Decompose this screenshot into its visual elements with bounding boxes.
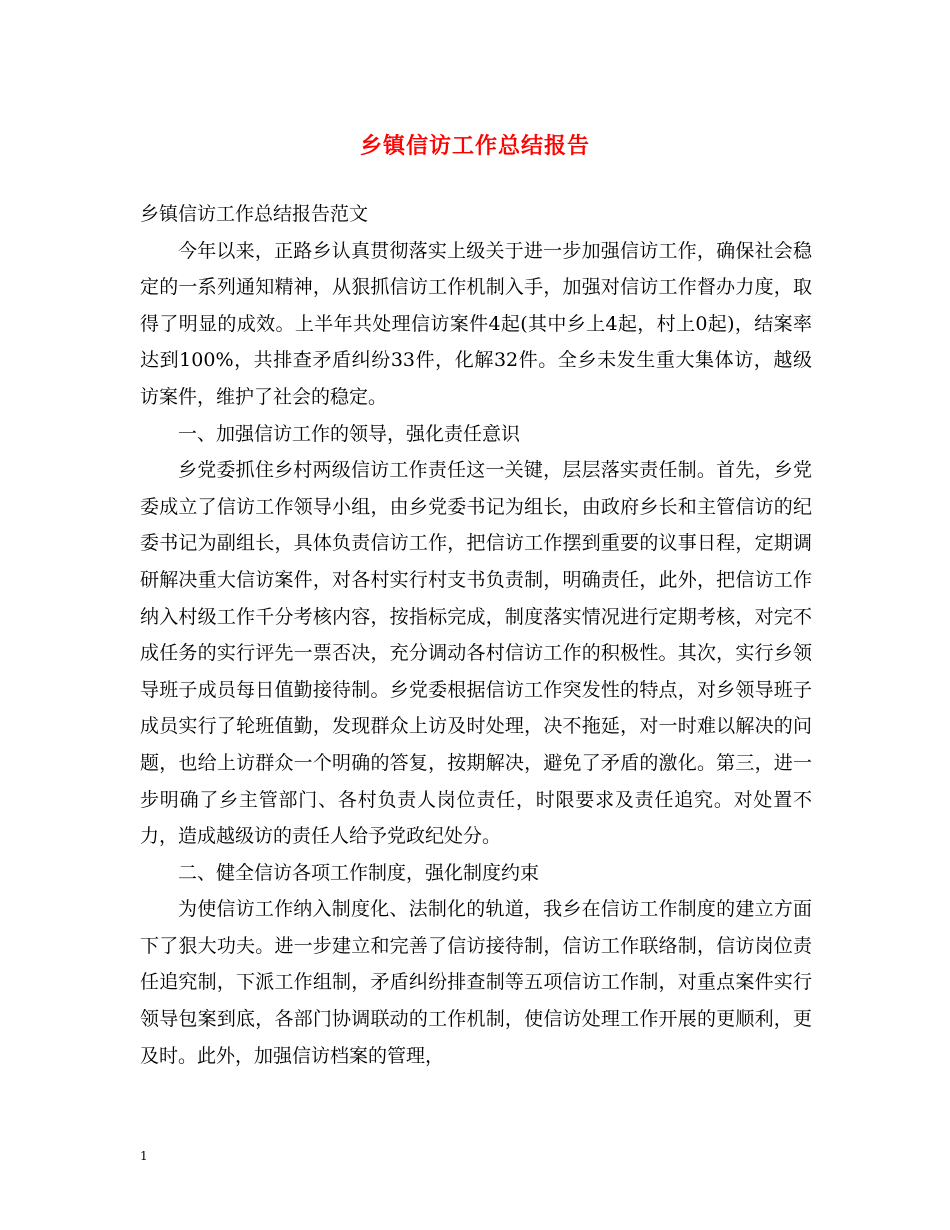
paragraph-section-1: 乡党委抓住乡村两级信访工作责任这一关键，层层落实责任制。首先，乡党委成立了信访工作领导小组，由乡党委书记为组长，由政府乡长和主管信访的纪委书记为副组长，具体负责信访工作，把信访工作摆到重要的议事日程，定期调研解决重大信访案件，对各村实行村支书负责制，明确责任，此外，把信访工作纳入村级工作千分考核内容，按指标完成，制度落实情况进行定期考核，对完不成任务的实行评先一票否决，充分调动各村信访工作的积极性。其次，实行乡领导班子成员每日值勤接待制。乡党委根据信访工作突发性的特点，对乡领导班子成员实行了轮班值勤，发现群众上访及时处理，决不拖延，对一时难以解决的问题，也给上访群众一个明确的答复，按期解决，避免了矛盾的激化。第三，进一步明确了乡主管部门、各村负责人岗位责任，时限要求及责任追究。对处置不力，造成越级访的责任人给予党政纪处分。 — [140, 459, 812, 848]
document-title: 乡镇信访工作总结报告 — [359, 133, 590, 159]
section-heading-2: 二、健全信访各项工作制度，强化制度约束 — [178, 861, 540, 884]
paragraph-intro: 今年以来，正路乡认真贯彻落实上级关于进一步加强信访工作，确保社会稳定的一系列通知精神，从狠抓信访工作机制入手，加强对信访工作督办力度，取得了明显的成效。上半年共处理信访案件4起(其中乡上4起，村上0起)，结案率达到100%，共排查矛盾纠纷33件，化解32件。全乡未发生重大集体访，越级访案件，维护了社会的稳定。 — [140, 239, 812, 408]
paragraph-section-2: 为使信访工作纳入制度化、法制化的轨道，我乡在信访工作制度的建立方面下了狠大功夫。进一步建立和完善了信访接待制，信访工作联络制，信访岗位责任追究制，下派工作组制，矛盾纠纷排查制等五项信访工作制，对重点案件实行领导包案到底，各部门协调联动的工作机制，使信访处理工作开展的更顺利，更及时。此外，加强信访档案的管理， — [140, 898, 812, 1067]
document-body — [140, 196, 812, 1074]
document-subtitle: 乡镇信访工作总结报告范文 — [140, 203, 369, 225]
page-number: 1 — [140, 1149, 148, 1163]
section-heading-1: 一、加强信访工作的领导，强化责任意识 — [178, 422, 521, 445]
